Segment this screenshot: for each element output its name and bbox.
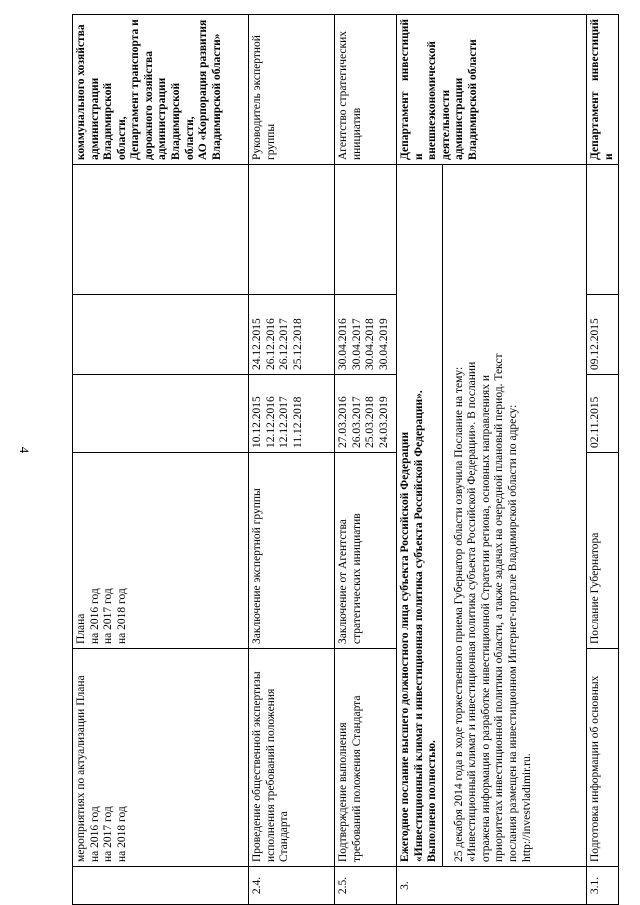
end-date: 25.12.2018 [291, 318, 304, 370]
end-date: 26.12.2016 [264, 318, 277, 370]
responsible-line: администрации Владимирской [88, 77, 115, 160]
responsible-line: деятельности администрации [439, 77, 466, 160]
responsible-line: дорожного хозяйства [142, 51, 155, 160]
spacer-cell [587, 165, 619, 295]
measure-line: Подтверждение выполнения [337, 722, 349, 862]
start-date-cell [73, 375, 249, 453]
row-number: 3. [397, 867, 587, 905]
measure-cell [335, 649, 397, 867]
heading-line: Выполнено полностью. [426, 740, 439, 862]
result-line: Заключение от Агентства [337, 519, 349, 644]
paragraph-line: отражена информация о разработке инвестиционной Стратегии региона, основных направлениях и [479, 375, 492, 862]
result-cell [73, 453, 249, 649]
start-date: 26.03.2017 [350, 396, 363, 448]
heading-line: «Инвестиционный климат и инвестиционная политика субъекта Российской Федерации». [412, 390, 425, 862]
table-row [335, 15, 397, 905]
responsible-cell [73, 15, 249, 165]
spacer-cell [335, 165, 397, 295]
end-date-cell [73, 295, 249, 375]
start-date: 25.03.2018 [364, 396, 377, 448]
table-row [249, 15, 335, 905]
paragraph-line: 25 декабря 2014 года в ходе торжественного приема Губернатор области озвучила Послание на тему: [452, 366, 465, 862]
measure-line: Проведение общественной экспертизы [251, 671, 263, 862]
measure-line: мероприятиях по актуализации Плана [75, 675, 87, 862]
end-date: 24.12.2015 [251, 318, 263, 370]
responsible-line: Департамент инвестиций и [399, 19, 425, 160]
result-line: на 2017 год [102, 588, 115, 644]
end-date-cell [335, 295, 397, 375]
heading-line: Ежегодное послание высшего должностного лица субъекта Российской Федерации [399, 431, 411, 862]
paragraph-line: приоритетах инвестиционной политики области, а также задачах на очередной плановый период. Текст [493, 353, 506, 862]
page-number: 4 [17, 446, 32, 454]
result-cell [249, 453, 335, 649]
measure-line: на 2018 год [115, 806, 128, 862]
responsible-cell [397, 15, 587, 165]
spacer-cell [249, 165, 335, 295]
start-date: 11.12.2018 [291, 396, 304, 448]
start-date: 12.12.2016 [264, 396, 277, 448]
end-date: 30.04.2017 [350, 318, 363, 370]
start-date-cell [587, 375, 619, 453]
announcement-heading [397, 165, 443, 866]
measure-line: требований положения Стандарта [350, 695, 363, 862]
responsible-line: Руководитель экспертной [251, 35, 263, 160]
row-number [73, 867, 249, 905]
start-date: 10.12.2015 [251, 396, 263, 448]
start-date-cell [335, 375, 397, 453]
responsible-line: Агентство стратегических [337, 31, 349, 160]
end-date-cell [249, 295, 335, 375]
table-row [587, 15, 619, 905]
responsible-line: группы [264, 123, 277, 160]
paragraph-line: «Инвестиционный климат и инвестиционная политика субъекта Российской Федерации». В послании [466, 361, 479, 862]
result-line: на 2018 год [115, 588, 128, 644]
measure-cell [249, 649, 335, 867]
result-cell [587, 453, 619, 649]
paragraph-line: послания размещен на инвестиционном Интернет-портале Владимирской области по адресу: [506, 404, 519, 862]
responsible-line: внешнеэкономической [426, 41, 439, 160]
result-line: Заключение экспертной группы [251, 488, 263, 644]
responsible-line: области, [183, 116, 196, 160]
start-date: 02.11.2015 [589, 396, 601, 448]
result-line: стратегических инициатив [350, 513, 363, 644]
end-date: 30.04.2019 [377, 318, 390, 370]
end-date: 30.04.2016 [337, 318, 349, 370]
responsible-cell [249, 15, 335, 165]
row-number: 2.5. [335, 867, 397, 905]
start-date: 27.03.2016 [337, 396, 349, 448]
responsible-cell [587, 15, 619, 165]
rotated-page [72, 0, 640, 905]
result-line: Плана [75, 613, 87, 644]
result-line: Послание Губернатора [589, 532, 601, 644]
row-number: 2.4. [249, 867, 335, 905]
measure-line: исполнения требований положения [264, 688, 277, 862]
result-line: на 2016 год [88, 588, 101, 644]
responsible-line: администрации Владимирской [156, 77, 182, 160]
row-number: 3.1. [587, 867, 619, 905]
responsible-line: Департамент транспорта и [129, 19, 142, 160]
responsible-line: коммунального хозяйства [75, 24, 87, 160]
start-date: 24.03.2019 [377, 396, 390, 448]
responsible-line: Владимирской области» [210, 33, 223, 160]
start-date: 12.12.2017 [278, 396, 291, 448]
table-row [397, 15, 587, 905]
paragraph-line: http://investvladimir.ru. [520, 753, 533, 862]
measure-line: на 2017 год [102, 806, 115, 862]
measure-cell [587, 649, 619, 867]
responsible-line: АО «Корпорация развития [197, 19, 210, 160]
measure-line: на 2016 год [88, 806, 101, 862]
end-date-cell [587, 295, 619, 375]
announcement-cell [397, 165, 587, 867]
end-date: 26.12.2017 [278, 318, 291, 370]
responsible-line: инициатив [350, 107, 363, 160]
measures-table [72, 14, 619, 905]
end-date: 09.12.2015 [589, 318, 601, 370]
measure-cell [73, 649, 249, 867]
measure-line: Стандарта [278, 811, 291, 862]
end-date: 30.04.2018 [364, 318, 377, 370]
responsible-line: Владимирской области [466, 39, 479, 160]
table-row [73, 15, 249, 905]
measure-line: Подготовка информации об основных [589, 675, 601, 862]
spacer-cell [73, 165, 249, 295]
responsible-line: Департамент инвестиций и [589, 19, 615, 160]
announcement-paragraph [443, 165, 536, 866]
start-date-cell [249, 375, 335, 453]
responsible-line: области, [115, 116, 128, 160]
responsible-cell [335, 15, 397, 165]
result-cell [335, 453, 397, 649]
